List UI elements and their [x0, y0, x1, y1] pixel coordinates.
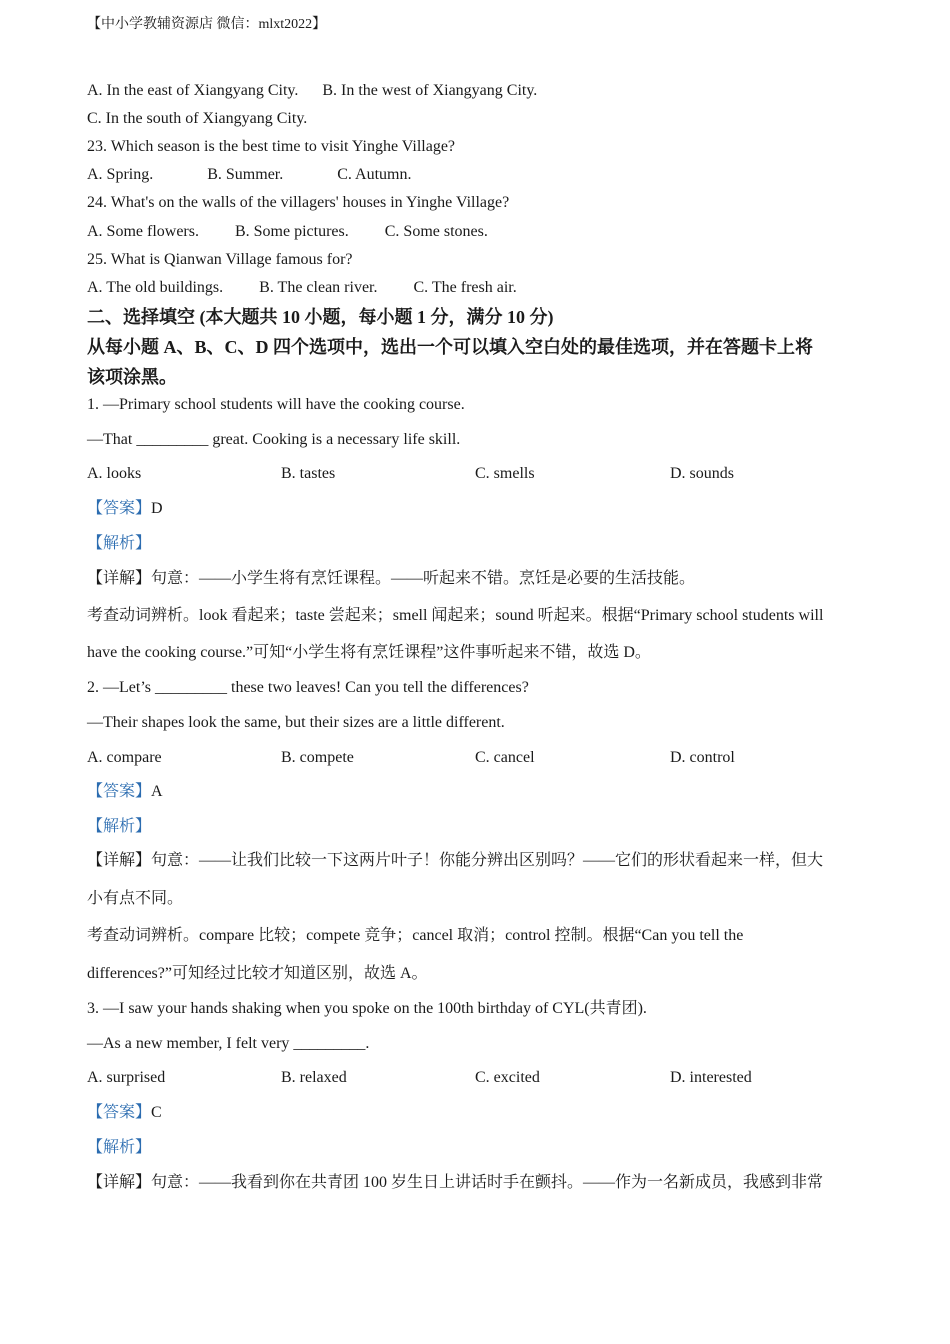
q23-options-row — [87, 165, 867, 185]
question-2-detail-line3: 考查动词辨析。compare 比较；compete 竞争；cancel 取消；control 控制。根据“Can you tell the — [87, 927, 744, 944]
q22-option-b: B. In the west of Xiangyang City. — [322, 82, 538, 99]
answer-label: 【答案】 — [87, 500, 152, 517]
q24-option-b: B. Some pictures. — [234, 223, 349, 240]
question-2-detail-line2: 小有点不同。 — [87, 890, 184, 907]
question-2-line1: 2. —Let’s _________ these two leaves! Can you tell the differences? — [87, 679, 529, 696]
section2-title: 二、选择填空 (本大题共 10 小题，每小题 1 分，满分 10 分) — [87, 307, 554, 327]
question-2-option-b: B. compete — [281, 749, 354, 766]
q24-option-c: C. Some stones. — [384, 223, 488, 240]
question-3-option-c: C. excited — [475, 1069, 540, 1086]
question-1-detail-line1: 【详解】句意：——小学生将有烹饪课程。——听起来不错。烹饪是必要的生活技能。 — [87, 570, 696, 587]
question-2-option-d: D. control — [670, 749, 735, 766]
answer-value: D — [151, 500, 163, 517]
q25-option-c: C. The fresh air. — [413, 279, 517, 296]
section2-instruction-line1: 从每小题 A、B、C、D 四个选项中，选出一个可以填入空白处的最佳选项，并在答题卡上将 — [87, 337, 813, 357]
q25-option-b: B. The clean river. — [259, 279, 378, 296]
q22-option-a: A. In the east of Xiangyang City. — [87, 82, 299, 99]
question-2-analysis-label: 【解析】 — [87, 818, 152, 835]
question-1-option-c: C. smells — [475, 465, 535, 482]
q23-option-c: C. Autumn. — [337, 166, 412, 183]
q25-text: 25. What is Qianwan Village famous for? — [87, 251, 353, 268]
q23-option-b: B. Summer. — [207, 166, 284, 183]
q23-text: 23. Which season is the best time to visit Yinghe Village? — [87, 138, 456, 155]
question-1-options — [87, 464, 867, 484]
question-1-detail-line3: have the cooking course.”可知“小学生将有烹饪课程”这件事听起来不错，故选 D。 — [87, 644, 651, 661]
question-2-option-a: A. compare — [87, 749, 162, 766]
answer-label: 【答案】 — [87, 1104, 152, 1121]
q25-option-a: A. The old buildings. — [87, 279, 224, 296]
q22-options-row — [87, 81, 867, 101]
question-3-option-a: A. surprised — [87, 1069, 166, 1086]
question-2-line2: —Their shapes look the same, but their sizes are a little different. — [87, 714, 505, 731]
page-header: 【中小学教辅资源店 微信：mlxt2022】 — [87, 17, 327, 32]
question-3-detail-line1: 【详解】句意：——我看到你在共青团 100 岁生日上讲话时手在颤抖。——作为一名新成员，我感到非常 — [87, 1174, 824, 1191]
question-3-line1: 3. —I saw your hands shaking when you spoke on the 100th birthday of CYL(共青团). — [87, 1000, 647, 1017]
question-3-options — [87, 1068, 867, 1088]
question-1-analysis-label: 【解析】 — [87, 535, 152, 552]
answer-value: A — [151, 783, 163, 800]
question-1-option-b: B. tastes — [281, 465, 336, 482]
question-1-answer — [87, 499, 163, 519]
question-2-answer — [87, 782, 163, 802]
question-3-analysis-label: 【解析】 — [87, 1139, 152, 1156]
answer-label: 【答案】 — [87, 783, 152, 800]
question-3-option-b: B. relaxed — [281, 1069, 347, 1086]
question-1-line2: —That _________ great. Cooking is a necessary life skill. — [87, 431, 461, 448]
question-2-detail-line1: 【详解】句意：——让我们比较一下这两片叶子！你能分辨出区别吗？——它们的形状看起来一样，但大 — [87, 852, 824, 869]
question-3-answer — [87, 1103, 162, 1123]
question-3-option-d: D. interested — [670, 1069, 752, 1086]
q23-option-a: A. Spring. — [87, 166, 154, 183]
question-1-option-d: D. sounds — [670, 465, 735, 482]
question-1-detail-line2: 考查动词辨析。look 看起来；taste 尝起来；smell 闻起来；sound 听起来。根据“Primary school students will — [87, 607, 824, 624]
q25-options-row — [87, 278, 867, 298]
q22-option-c: C. In the south of Xiangyang City. — [87, 110, 308, 127]
answer-value: C — [151, 1104, 162, 1121]
question-2-detail-line4: differences?”可知经过比较才知道区别，故选 A。 — [87, 965, 428, 982]
question-2-options — [87, 748, 867, 768]
q24-option-a: A. Some flowers. — [87, 223, 199, 240]
question-2-option-c: C. cancel — [475, 749, 535, 766]
question-1-option-a: A. looks — [87, 465, 142, 482]
section2-instruction-line2: 该项涂黑。 — [87, 367, 177, 387]
q24-text: 24. What's on the walls of the villagers' houses in Yinghe Village? — [87, 194, 510, 211]
q24-options-row — [87, 222, 867, 242]
question-3-line2: —As a new member, I felt very _________. — [87, 1035, 370, 1052]
question-1-line1: 1. —Primary school students will have the cooking course. — [87, 396, 465, 413]
